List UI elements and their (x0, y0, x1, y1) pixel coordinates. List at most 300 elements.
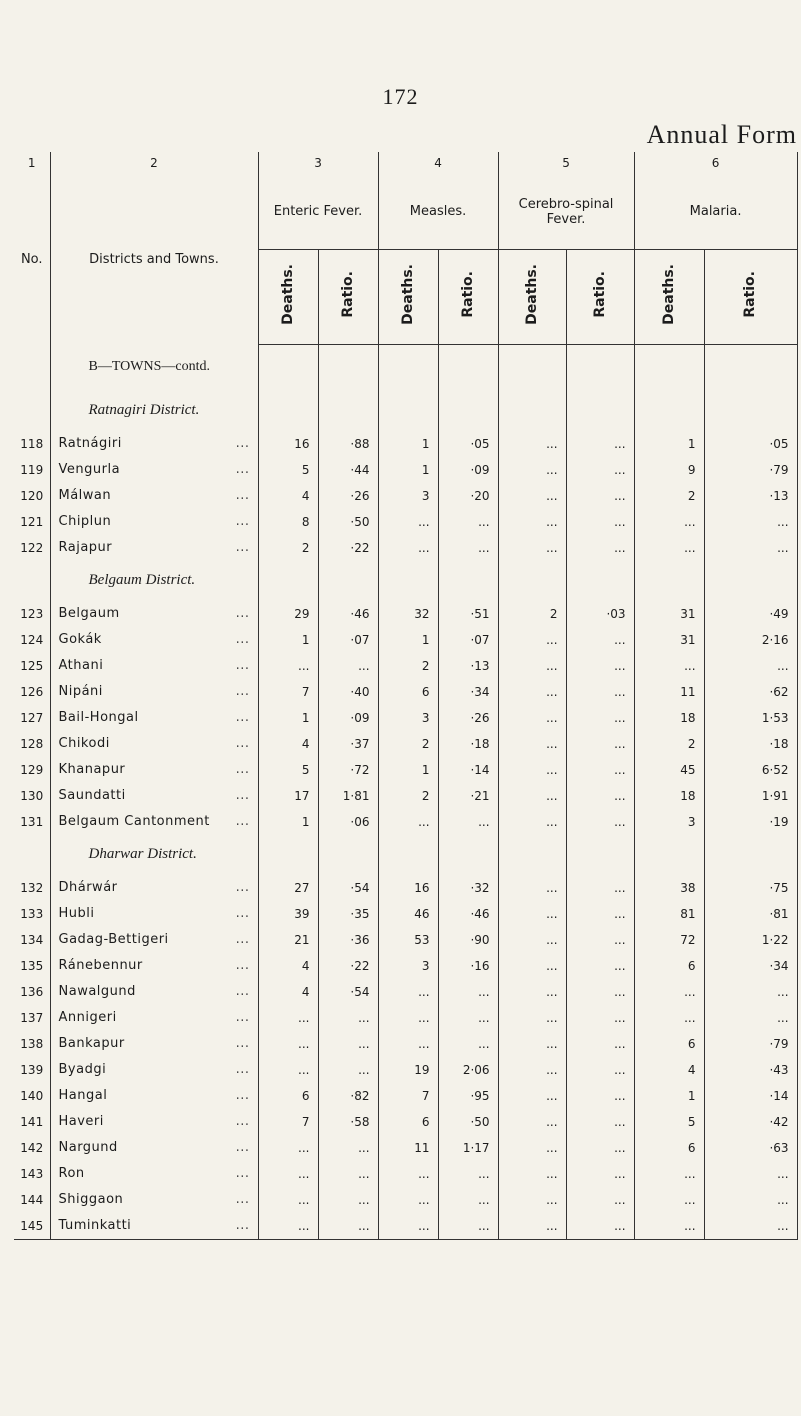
cerebro-deaths-cell: ... (498, 1005, 566, 1031)
measles-deaths-cell: 32 (378, 601, 438, 627)
cerebro-ratio-cell: ... (566, 1031, 634, 1057)
measles-ratio-cell: ·13 (438, 653, 498, 679)
enteric-ratio-cell: ·26 (318, 483, 378, 509)
leader-dots: ... (235, 958, 250, 973)
measles-deaths-header: Deaths. (399, 264, 416, 326)
col-num-6: 6 (634, 152, 797, 174)
measles-ratio-cell: ... (438, 979, 498, 1005)
enteric-deaths-cell: ... (258, 1187, 318, 1213)
malaria-ratio-cell: ·62 (704, 679, 797, 705)
enteric-ratio-cell: ·72 (318, 757, 378, 783)
malaria-deaths-cell: 31 (634, 601, 704, 627)
malaria-deaths-cell: 1 (634, 431, 704, 457)
row-number: 143 (20, 1166, 44, 1181)
measles-deaths-cell: 16 (378, 875, 438, 901)
malaria-ratio-cell: ·14 (704, 1083, 797, 1109)
cerebro-deaths-cell: 2 (498, 601, 566, 627)
town-label: Haveri (58, 1114, 104, 1129)
measles-ratio-cell: ·95 (438, 1083, 498, 1109)
leader-dots: ... (235, 1140, 250, 1155)
malaria-deaths-cell: ... (634, 1213, 704, 1240)
leader-dots: ... (235, 606, 250, 621)
row-number: 129 (20, 762, 44, 777)
enteric-deaths-cell: 5 (258, 457, 318, 483)
enteric-ratio-cell: ·36 (318, 927, 378, 953)
measles-deaths-cell: 2 (378, 731, 438, 757)
enteric-ratio-cell: ... (318, 1187, 378, 1213)
cerebro-deaths-cell: ... (498, 1213, 566, 1240)
measles-deaths-cell: ... (378, 1187, 438, 1213)
leader-dots: ... (235, 1166, 250, 1181)
town-name (50, 457, 258, 483)
col-num-5: 5 (498, 152, 634, 174)
measles-deaths-cell: ... (378, 809, 438, 835)
row-number: 122 (20, 540, 44, 555)
malaria-ratio-cell: ·79 (704, 457, 797, 483)
town-name (50, 1109, 258, 1135)
cerebro-deaths-cell: ... (498, 901, 566, 927)
cerebro-deaths-cell: ... (498, 1187, 566, 1213)
section-heading: B—TOWNS—contd. (50, 344, 258, 391)
malaria-deaths-cell: ... (634, 509, 704, 535)
measles-deaths-cell: ... (378, 1213, 438, 1240)
measles-deaths-cell: ... (378, 1005, 438, 1031)
cerebro-ratio-header: Ratio. (591, 271, 608, 319)
malaria-ratio-cell: ... (704, 979, 797, 1005)
measles-ratio-cell: ... (438, 1187, 498, 1213)
row-number: 118 (20, 436, 44, 451)
enteric-deaths-cell: 6 (258, 1083, 318, 1109)
cerebro-ratio-cell: ... (566, 1187, 634, 1213)
enteric-ratio-cell: ·40 (318, 679, 378, 705)
malaria-ratio-cell: ·43 (704, 1057, 797, 1083)
measles-ratio-cell: ·50 (438, 1109, 498, 1135)
table-row (14, 1213, 797, 1240)
table-body (14, 344, 797, 1242)
measles-ratio-header: Ratio. (459, 271, 476, 319)
row-number: 126 (20, 684, 44, 699)
cerebro-deaths-cell: ... (498, 979, 566, 1005)
row-number: 136 (20, 984, 44, 999)
town-label: Gokák (58, 632, 102, 647)
table-row (14, 901, 797, 927)
town-label: Tuminkatti (58, 1218, 132, 1233)
cerebro-ratio-cell: ... (566, 927, 634, 953)
malaria-ratio-cell: ·75 (704, 875, 797, 901)
enteric-deaths-cell: ... (258, 1135, 318, 1161)
table-bottom-rule (14, 1239, 797, 1242)
measles-ratio-cell: ... (438, 809, 498, 835)
enteric-deaths-cell: 1 (258, 809, 318, 835)
town-name (50, 979, 258, 1005)
malaria-deaths-cell: 9 (634, 457, 704, 483)
cerebro-deaths-cell: ... (498, 1057, 566, 1083)
town-name (50, 1161, 258, 1187)
malaria-ratio-cell: ·42 (704, 1109, 797, 1135)
malaria-ratio-cell: ·81 (704, 901, 797, 927)
measles-ratio-cell: ·09 (438, 457, 498, 483)
cerebro-deaths-cell: ... (498, 483, 566, 509)
malaria-deaths-cell: 2 (634, 731, 704, 757)
row-number: 131 (20, 814, 44, 829)
column-number-row (14, 152, 797, 174)
town-name (50, 953, 258, 979)
cerebro-deaths-cell: ... (498, 731, 566, 757)
cerebro-ratio-cell: ... (566, 1057, 634, 1083)
enteric-ratio-cell: ·37 (318, 731, 378, 757)
row-number: 124 (20, 632, 44, 647)
town-label: Annigeri (58, 1010, 117, 1025)
enteric-deaths-cell: ... (258, 1161, 318, 1187)
cerebro-ratio-cell: ... (566, 1135, 634, 1161)
measles-deaths-cell: 53 (378, 927, 438, 953)
enteric-ratio-cell: ·44 (318, 457, 378, 483)
cerebro-deaths-cell: ... (498, 1083, 566, 1109)
enteric-deaths-cell: ... (258, 1005, 318, 1031)
cerebro-deaths-cell: ... (498, 783, 566, 809)
town-label: Ránebennur (58, 958, 143, 973)
row-number: 120 (20, 488, 44, 503)
form-title: Annual Form (646, 120, 797, 149)
measles-ratio-cell: ... (438, 1031, 498, 1057)
enteric-deaths-header: Deaths. (279, 264, 296, 326)
town-label: Bankapur (58, 1036, 125, 1051)
malaria-deaths-cell: 5 (634, 1109, 704, 1135)
cerebro-deaths-cell: ... (498, 679, 566, 705)
enteric-deaths-cell: 2 (258, 535, 318, 561)
enteric-deaths-cell: 29 (258, 601, 318, 627)
measles-ratio-cell: ·07 (438, 627, 498, 653)
town-name (50, 535, 258, 561)
enteric-deaths-cell: ... (258, 653, 318, 679)
table-row (14, 431, 797, 457)
town-label: Rajapur (58, 540, 113, 555)
enteric-ratio-cell: ·82 (318, 1083, 378, 1109)
malaria-ratio-cell: ... (704, 1005, 797, 1031)
malaria-ratio-cell: ·13 (704, 483, 797, 509)
enteric-ratio-cell: 1·81 (318, 783, 378, 809)
row-number: 127 (20, 710, 44, 725)
leader-dots: ... (235, 932, 250, 947)
table-row (14, 483, 797, 509)
page-number: 172 (382, 84, 419, 109)
town-label: Hubli (58, 906, 95, 921)
measles-ratio-cell: ·26 (438, 705, 498, 731)
row-number: 141 (20, 1114, 44, 1129)
malaria-ratio-cell: ·63 (704, 1135, 797, 1161)
cerebro-deaths-cell: ... (498, 809, 566, 835)
table-row (14, 1083, 797, 1109)
leader-dots: ... (235, 462, 250, 477)
mortality-table (14, 152, 798, 1242)
malaria-deaths-cell: 31 (634, 627, 704, 653)
cerebro-ratio-cell: ... (566, 1213, 634, 1240)
leader-dots: ... (235, 880, 250, 895)
malaria-ratio-cell: 6·52 (704, 757, 797, 783)
cerebro-ratio-cell: ... (566, 953, 634, 979)
leader-dots: ... (235, 788, 250, 803)
cerebro-deaths-cell: ... (498, 1031, 566, 1057)
row-number: 128 (20, 736, 44, 751)
cerebro-deaths-cell: ... (498, 509, 566, 535)
row-number: 135 (20, 958, 44, 973)
leader-dots: ... (235, 514, 250, 529)
malaria-ratio-cell: 1·53 (704, 705, 797, 731)
table-row (14, 731, 797, 757)
cerebro-deaths-header: Deaths. (523, 264, 540, 326)
cerebro-deaths-cell: ... (498, 1161, 566, 1187)
leader-dots: ... (235, 984, 250, 999)
enteric-deaths-cell: 27 (258, 875, 318, 901)
town-name (50, 875, 258, 901)
town-name (50, 483, 258, 509)
malaria-ratio-cell: ... (704, 653, 797, 679)
col-num-2: 2 (50, 152, 258, 174)
leader-dots: ... (235, 1062, 250, 1077)
enteric-ratio-cell: ·22 (318, 535, 378, 561)
cerebro-ratio-cell: ... (566, 979, 634, 1005)
malaria-deaths-cell: 4 (634, 1057, 704, 1083)
town-label: Athani (58, 658, 104, 673)
measles-ratio-cell: ... (438, 1213, 498, 1240)
enteric-ratio-header: Ratio. (339, 271, 356, 319)
enteric-deaths-cell: 4 (258, 979, 318, 1005)
enteric-deaths-cell: ... (258, 1031, 318, 1057)
malaria-deaths-header: Deaths. (660, 264, 677, 326)
malaria-deaths-cell: ... (634, 979, 704, 1005)
leader-dots: ... (235, 488, 250, 503)
row-number: 140 (20, 1088, 44, 1103)
town-name (50, 1213, 258, 1240)
row-number: 134 (20, 932, 44, 947)
table-row (14, 1187, 797, 1213)
table-row (14, 927, 797, 953)
district-heading: Ratnagiri District. (50, 391, 258, 431)
row-number: 145 (20, 1218, 44, 1233)
leader-dots: ... (235, 1036, 250, 1051)
malaria-deaths-cell: ... (634, 1161, 704, 1187)
town-label: Nargund (58, 1140, 118, 1155)
district-header: Districts and Towns. (50, 174, 258, 344)
malaria-deaths-cell: 81 (634, 901, 704, 927)
malaria-ratio-cell: ... (704, 1213, 797, 1240)
cerebro-deaths-cell: ... (498, 875, 566, 901)
leader-dots: ... (235, 762, 250, 777)
table-row (14, 757, 797, 783)
malaria-ratio-cell: ... (704, 1187, 797, 1213)
cerebro-ratio-cell: ... (566, 509, 634, 535)
measles-ratio-cell: ·05 (438, 431, 498, 457)
row-number: 125 (20, 658, 44, 673)
leader-dots: ... (235, 814, 250, 829)
enteric-deaths-cell: 17 (258, 783, 318, 809)
measles-deaths-cell: 11 (378, 1135, 438, 1161)
cerebro-deaths-cell: ... (498, 653, 566, 679)
table-row (14, 601, 797, 627)
measles-deaths-cell: ... (378, 1161, 438, 1187)
cerebro-ratio-cell: ... (566, 627, 634, 653)
enteric-ratio-cell: ... (318, 1213, 378, 1240)
measles-deaths-cell: 3 (378, 483, 438, 509)
table-row (14, 679, 797, 705)
measles-ratio-cell: ·46 (438, 901, 498, 927)
town-name (50, 901, 258, 927)
malaria-deaths-cell: ... (634, 1005, 704, 1031)
enteric-deaths-cell: 7 (258, 679, 318, 705)
town-name (50, 757, 258, 783)
malaria-deaths-cell: 6 (634, 1135, 704, 1161)
enteric-deaths-cell: 4 (258, 483, 318, 509)
enteric-ratio-cell: ... (318, 1161, 378, 1187)
town-name (50, 1187, 258, 1213)
measles-deaths-cell: 2 (378, 653, 438, 679)
malaria-deaths-cell: 18 (634, 783, 704, 809)
row-number: 142 (20, 1140, 44, 1155)
malaria-deaths-cell: 1 (634, 1083, 704, 1109)
table-row (14, 705, 797, 731)
cerebro-ratio-cell: ... (566, 875, 634, 901)
town-label: Hangal (58, 1088, 108, 1103)
cerebro-ratio-cell: ... (566, 1083, 634, 1109)
measles-ratio-cell: ·32 (438, 875, 498, 901)
town-name (50, 1135, 258, 1161)
town-name (50, 679, 258, 705)
enteric-ratio-cell: ·06 (318, 809, 378, 835)
col-num-1: 1 (27, 156, 36, 170)
measles-ratio-cell: 1·17 (438, 1135, 498, 1161)
enteric-deaths-cell: 39 (258, 901, 318, 927)
town-label: Ron (58, 1166, 85, 1181)
cerebro-ratio-cell: ... (566, 1005, 634, 1031)
measles-deaths-cell: 1 (378, 431, 438, 457)
no-header: No. (20, 251, 43, 267)
town-label: Málwan (58, 488, 112, 503)
leader-dots: ... (235, 906, 250, 921)
cerebro-deaths-cell: ... (498, 627, 566, 653)
cerebro-ratio-cell: ... (566, 901, 634, 927)
leader-dots: ... (235, 436, 250, 451)
malaria-deaths-cell: 2 (634, 483, 704, 509)
leader-dots: ... (235, 1088, 250, 1103)
malaria-deaths-cell: ... (634, 1187, 704, 1213)
enteric-ratio-cell: ... (318, 1057, 378, 1083)
cerebro-ratio-cell: ... (566, 809, 634, 835)
cerebro-ratio-cell: ... (566, 1161, 634, 1187)
measles-ratio-cell: ·34 (438, 679, 498, 705)
district-heading: Belgaum District. (50, 561, 258, 601)
malaria-deaths-cell: ... (634, 653, 704, 679)
measles-ratio-cell: ·51 (438, 601, 498, 627)
town-label: Vengurla (58, 462, 121, 477)
table-row (14, 653, 797, 679)
cerebro-ratio-cell: ... (566, 483, 634, 509)
cerebro-deaths-cell: ... (498, 535, 566, 561)
town-name (50, 653, 258, 679)
malaria-ratio-cell: ·49 (704, 601, 797, 627)
malaria-deaths-cell: 3 (634, 809, 704, 835)
malaria-deaths-cell: 38 (634, 875, 704, 901)
malaria-deaths-cell: 72 (634, 927, 704, 953)
malaria-ratio-cell: ·05 (704, 431, 797, 457)
leader-dots: ... (235, 1114, 250, 1129)
town-name (50, 1031, 258, 1057)
table-row (14, 809, 797, 835)
enteric-ratio-cell: ... (318, 1005, 378, 1031)
cerebro-ratio-cell: ·03 (566, 601, 634, 627)
measles-ratio-cell: ·21 (438, 783, 498, 809)
enteric-deaths-cell: ... (258, 1057, 318, 1083)
enteric-deaths-cell: 21 (258, 927, 318, 953)
malaria-ratio-cell: 2·16 (704, 627, 797, 653)
town-label: Belgaum Cantonment (58, 814, 210, 829)
measles-ratio-cell: ·18 (438, 731, 498, 757)
row-number: 123 (20, 606, 44, 621)
measles-deaths-cell: ... (378, 979, 438, 1005)
town-name (50, 627, 258, 653)
cerebro-ratio-cell: ... (566, 1109, 634, 1135)
town-label: Belgaum (58, 606, 120, 621)
table-row (14, 1161, 797, 1187)
cerebro-ratio-cell: ... (566, 535, 634, 561)
measles-ratio-cell: 2·06 (438, 1057, 498, 1083)
town-name (50, 431, 258, 457)
cerebro-ratio-cell: ... (566, 783, 634, 809)
town-label: Nipáni (58, 684, 103, 699)
measles-ratio-cell: ... (438, 509, 498, 535)
cerebro-ratio-cell: ... (566, 705, 634, 731)
table-row (14, 535, 797, 561)
town-name (50, 783, 258, 809)
row-number: 144 (20, 1192, 44, 1207)
cerebro-deaths-cell: ... (498, 431, 566, 457)
group-header-row (14, 174, 797, 250)
row-number: 138 (20, 1036, 44, 1051)
table-row (14, 457, 797, 483)
enteric-ratio-cell: ·54 (318, 875, 378, 901)
col-num-3: 3 (258, 152, 378, 174)
measles-ratio-cell: ... (438, 1161, 498, 1187)
leader-dots: ... (235, 658, 250, 673)
district-heading-row (14, 391, 797, 431)
malaria-header: Malaria. (634, 174, 797, 250)
leader-dots: ... (235, 736, 250, 751)
enteric-deaths-cell: 7 (258, 1109, 318, 1135)
measles-deaths-cell: 6 (378, 1109, 438, 1135)
table-row (14, 953, 797, 979)
row-number: 130 (20, 788, 44, 803)
measles-ratio-cell: ... (438, 535, 498, 561)
enteric-ratio-cell: ... (318, 1031, 378, 1057)
town-name (50, 1083, 258, 1109)
malaria-deaths-cell: 6 (634, 953, 704, 979)
cerebro-deaths-cell: ... (498, 927, 566, 953)
town-name (50, 705, 258, 731)
enteric-ratio-cell: ·35 (318, 901, 378, 927)
enteric-ratio-cell: ·46 (318, 601, 378, 627)
measles-deaths-cell: 1 (378, 627, 438, 653)
town-name (50, 601, 258, 627)
cerebro-ratio-cell: ... (566, 757, 634, 783)
town-label: Chikodi (58, 736, 110, 751)
cerebro-ratio-cell: ... (566, 679, 634, 705)
malaria-ratio-cell: ·19 (704, 809, 797, 835)
malaria-deaths-cell: 45 (634, 757, 704, 783)
district-heading-row (14, 561, 797, 601)
table-row (14, 1109, 797, 1135)
town-name (50, 809, 258, 835)
town-label: Shiggaon (58, 1192, 124, 1207)
measles-deaths-cell: 1 (378, 457, 438, 483)
